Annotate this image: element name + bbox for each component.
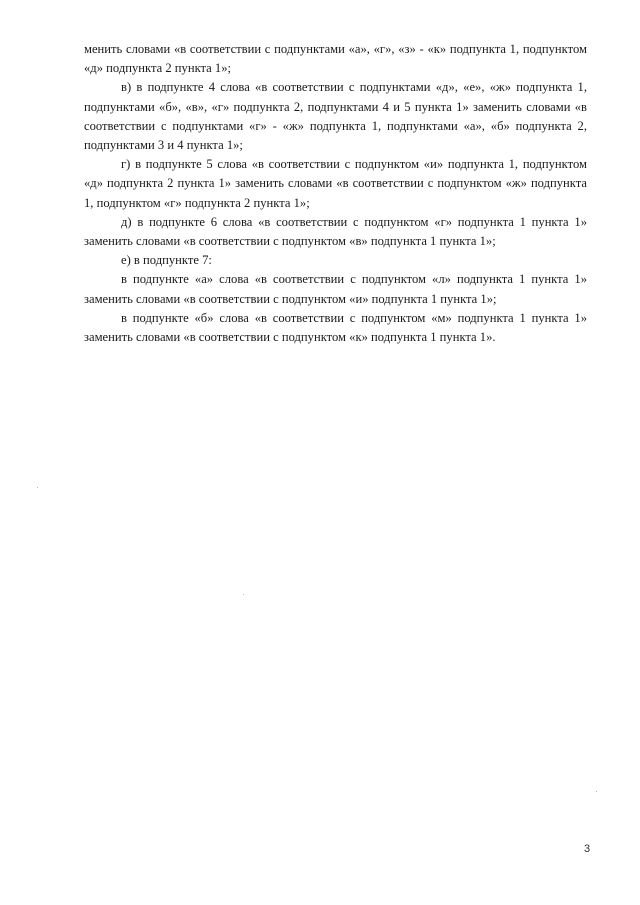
scan-speck bbox=[37, 487, 38, 488]
paragraph-item-e: е) в подпункте 7: bbox=[121, 253, 212, 268]
paragraph-item-g: г) в подпункте 5 слова «в соответствии с подпунктом «и» подпункта 1, подпунктом «д» подпункта 2 пункта 1» заменить словами «в соответствии с подпунктом «ж» подпункта 1, подпунктом «г» подпункта 2 пункта 1»; bbox=[84, 157, 587, 210]
paragraph-item-v: в) в подпункте 4 слова «в соответствии с подпунктами «д», «е», «ж» подпункта 1, подпунктами «б», «в», «г» подпункта 2, подпунктами 4 и 5 пункта 1» заменить словами «в соответствии с подпунктами «г» - «ж» подпункта 1, подпунктами «а», «б» подпункта 2, подпунктами 3 и 4 пункта 1»; bbox=[84, 80, 587, 153]
paragraph-item-d: д) в подпункте 6 слова «в соответствии с подпунктом «г» подпункта 1 пункта 1» заменить словами «в соответствии с подпунктом «в» подпункта 1 пункта 1»; bbox=[84, 214, 587, 249]
scan-speck bbox=[596, 791, 597, 792]
page-number: 3 bbox=[584, 843, 591, 855]
scan-speck bbox=[243, 594, 244, 595]
document-body bbox=[84, 40, 587, 347]
paragraph-subitem-a: в подпункте «а» слова «в соответствии с подпунктом «л» подпункта 1 пункта 1» заменить словами «в соответствии с подпунктом «и» подпункта 1 пункта 1»; bbox=[84, 272, 587, 306]
paragraph-subitem-b: в подпункте «б» слова «в соответствии с подпунктом «м» подпункта 1 пункта 1» заменить словами «в соответствии с подпунктом «к» подпункта 1 пункта 1». bbox=[84, 310, 587, 345]
paragraph-continuation: менить словами «в соответствии с подпунктами «а», «г», «з» - «к» подпункта 1, подпунктом «д» подпункта 2 пункта 1»; bbox=[84, 42, 587, 76]
